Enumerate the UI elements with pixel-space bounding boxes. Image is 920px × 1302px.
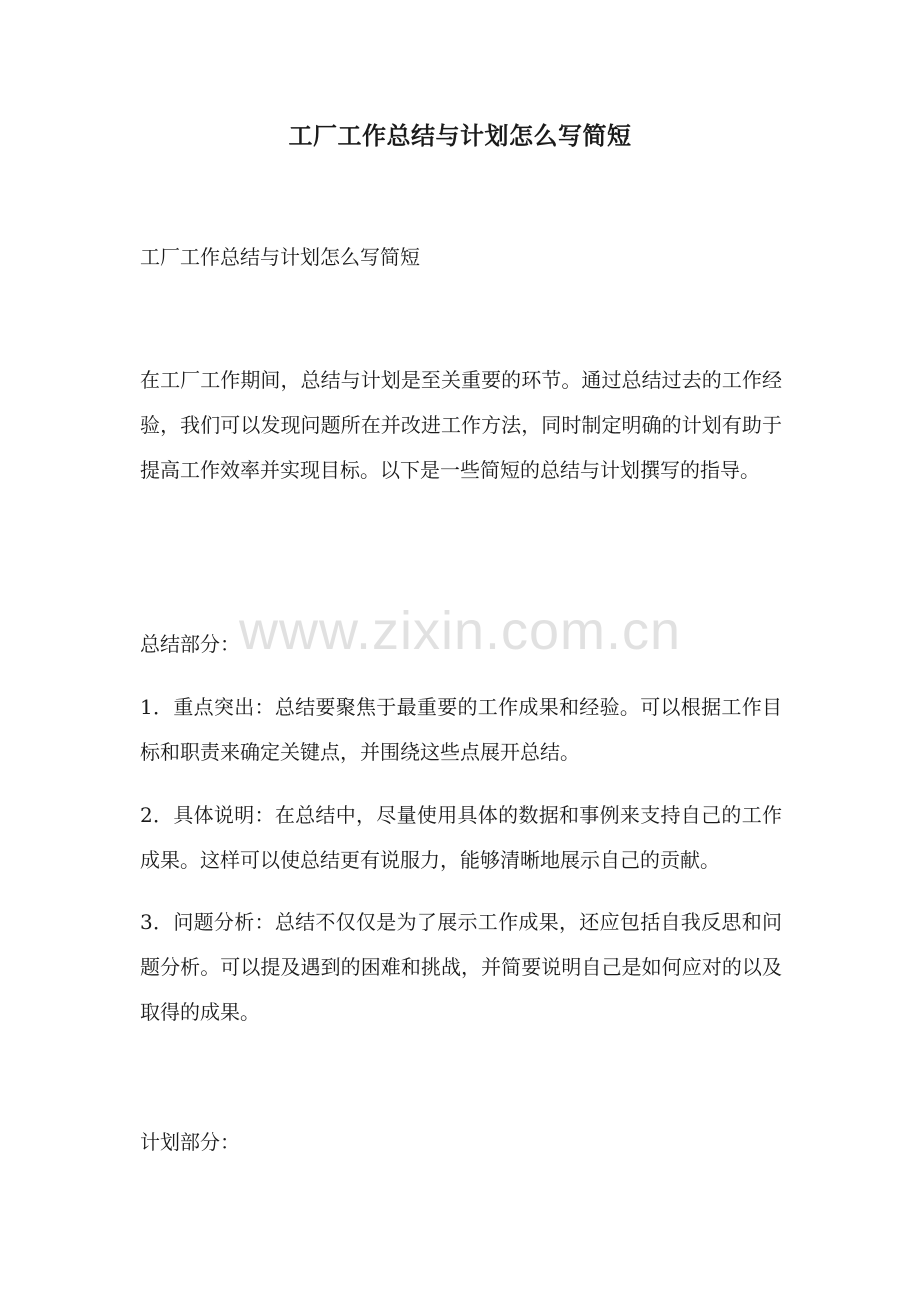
summary-heading: 总结部分：: [140, 632, 240, 656]
intro-paragraph: 在工厂工作期间，总结与计划是至关重要的环节。通过总结过去的工作经验，我们可以发现问题所在并改进工作方法，同时制定明确的计划有助于提高工作效率并实现目标。以下是一些简短的总结与计划撰写的指导。: [140, 368, 782, 482]
plan-heading: 计划部分：: [140, 1130, 240, 1154]
watermark-text: www.zixin.com.cn: [238, 601, 682, 661]
document-subtitle: 工厂工作总结与计划怎么写简短: [140, 245, 420, 269]
document-title: 工厂工作总结与计划怎么写简短: [288, 121, 632, 150]
summary-item-2: 2．具体说明：在总结中，尽量使用具体的数据和事例来支持自己的工作成果。这样可以使总结更有说服力，能够清晰地展示自己的贡献。: [140, 803, 782, 872]
summary-item-3: 3．问题分析：总结不仅仅是为了展示工作成果，还应包括自我反思和问题分析。可以提及遇到的困难和挑战，并简要说明自己是如何应对的以及取得的成果。: [140, 910, 782, 1024]
summary-item-1: 1．重点突出：总结要聚焦于最重要的工作成果和经验。可以根据工作目标和职责来确定关键点，并围绕这些点展开总结。: [140, 695, 782, 764]
